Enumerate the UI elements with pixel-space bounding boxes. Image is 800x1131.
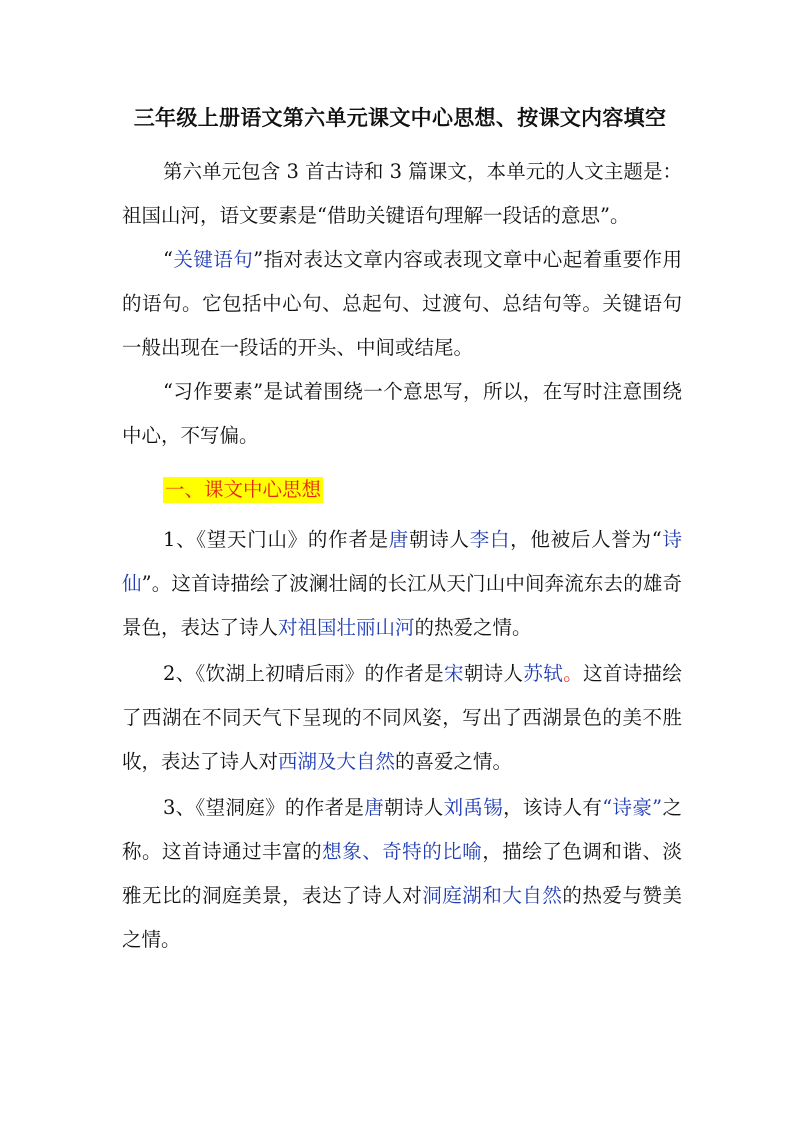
item-2-emotion: 西湖及大自然 — [278, 750, 396, 773]
item-1-text-e: 的热爱之情。 — [414, 616, 532, 639]
intro-paragraph-unit — [122, 150, 682, 238]
item-1-text-b: 朝诗人 — [409, 528, 470, 551]
item-2-text: 2、《饮湖上初晴后雨》的作者是 — [162, 662, 444, 685]
item-1-poet: 李白 — [469, 528, 511, 551]
item-1-text-c: ，他被后人誉为“ — [510, 528, 662, 551]
item-3-emotion: 洞庭湖和大自然 — [422, 884, 563, 907]
item-1-emotion: 对祖国壮丽山河 — [278, 616, 415, 639]
item-2-text-d: 的喜爱之情。 — [395, 750, 513, 773]
open-quote: “ — [162, 248, 173, 271]
item-3-technique: 想象、奇特的比喻 — [322, 840, 483, 863]
item-1-text: 1、《望天门山》的作者是 — [162, 528, 389, 551]
item-1-dynasty: 唐 — [388, 528, 410, 551]
item-3-text-d: 之称。这首诗通过丰富的 — [122, 796, 682, 863]
item-2-dynasty: 宋 — [443, 662, 464, 685]
item-1-poet-title: 诗仙 — [122, 528, 682, 595]
writing-text: “习作要素”是试着围绕一个意思写，所以，在写时注意围绕中心，不写偏。 — [122, 380, 682, 447]
item-1-paragraph — [122, 518, 682, 650]
item-3-text: 3、《望洞庭》的作者是 — [162, 796, 365, 819]
item-3-text-b: 朝诗人 — [384, 796, 444, 819]
key-term: 关键语句 — [172, 248, 254, 271]
item-3-paragraph — [122, 786, 682, 962]
item-2-paragraph — [122, 652, 682, 784]
item-2-period: 。 — [563, 662, 583, 685]
item-3-poet-title: “诗豪” — [602, 796, 663, 819]
item-2-text-b: 朝诗人 — [463, 662, 524, 685]
item-3-text-e: ，描绘了色调和谐、淡雅无比的洞庭美景，表达了诗人对 — [122, 840, 682, 907]
section-heading: 一、课文中心思想 — [165, 478, 322, 501]
item-1-text-d: ”。这首诗描绘了波澜壮阔的长江从天门山中间奔流东去的雄奇景色，表达了诗人 — [122, 572, 682, 639]
intro-paragraph-key-sentences — [122, 238, 682, 370]
item-3-text-f: 的热爱与赞美之情。 — [122, 884, 682, 951]
document-title: 三年级上册语文第六单元课文中心思想、按课文内容填空 — [133, 106, 667, 130]
item-2-text-c: 这首诗描绘了西湖在不同天气下呈现的不同风姿，写出了西湖景色的美不胜收，表达了诗人对 — [122, 662, 682, 773]
item-3-text-c: ，该诗人有 — [503, 796, 603, 819]
item-2-poet: 苏轼 — [523, 662, 564, 685]
intro-paragraph-writing — [122, 370, 682, 458]
intro-text: 第六单元包含 3 首古诗和 3 篇课文，本单元的人文主题是：祖国山河，语文要素是“借助关键语句理解一段话的意思”。 — [122, 160, 682, 227]
item-3-poet: 刘禹锡 — [443, 796, 504, 819]
definition-text: ”指对表达文章内容或表现文章中心起着重要作用的语句。它包括中心句、总起句、过渡句、总结句等。关键语句一般出现在一段话的开头、中间或结尾。 — [122, 248, 682, 359]
item-3-dynasty: 唐 — [364, 796, 385, 819]
